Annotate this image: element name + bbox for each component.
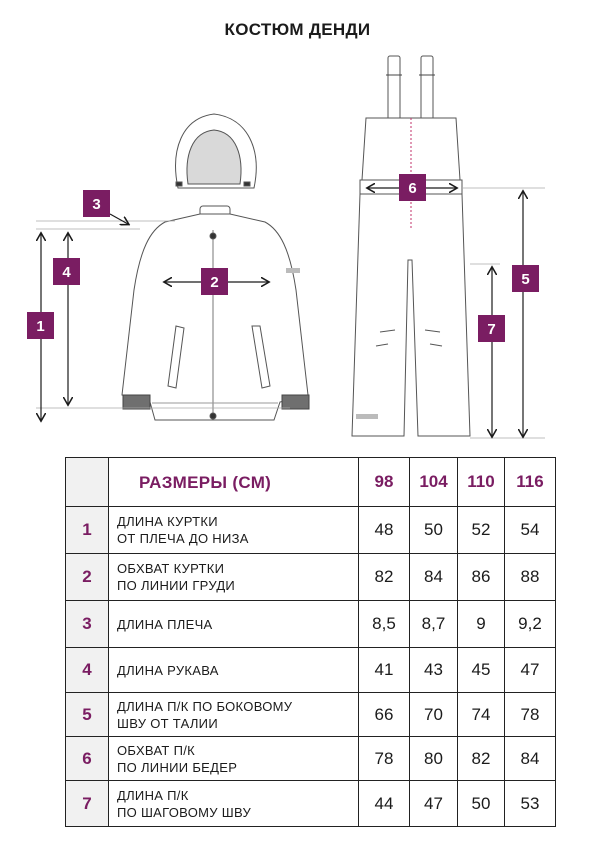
table-header-row	[66, 458, 556, 507]
marker-7	[478, 315, 505, 342]
measurement-label-line1: ОБХВАТ КУРТКИ	[117, 561, 225, 576]
size-value-cell: 9,2	[505, 601, 556, 648]
size-value-cell: 78	[505, 693, 556, 737]
measurement-label-line2: ОТ ПЛЕЧА ДО НИЗА	[117, 531, 249, 546]
measurement-label	[109, 507, 359, 554]
garment-illustration	[0, 50, 595, 450]
marker-6	[399, 174, 426, 201]
size-value-cell: 82	[458, 737, 505, 781]
row-number: 7	[66, 781, 109, 827]
size-104-header: 104	[410, 458, 458, 507]
row-number: 4	[66, 648, 109, 693]
table-row	[66, 554, 556, 601]
size-value-cell: 53	[505, 781, 556, 827]
measurement-label-line2: ПО ШАГОВОМУ ШВУ	[117, 804, 252, 820]
size-value-cell: 45	[458, 648, 505, 693]
size-value-cell: 50	[458, 781, 505, 827]
size-value-cell: 43	[410, 648, 458, 693]
table-row	[66, 737, 556, 781]
size-116-header: 116	[505, 458, 556, 507]
size-value-cell: 8,5	[359, 601, 410, 648]
size-value-cell: 84	[505, 737, 556, 781]
jacket-drawing	[122, 114, 309, 420]
size-110-header: 110	[458, 458, 505, 507]
size-value-cell: 47	[505, 648, 556, 693]
measurement-label-line1: ДЛИНА ПЛЕЧА	[117, 616, 213, 632]
measurement-label-line1: ДЛИНА П/К	[117, 787, 189, 803]
measurement-label-line1: ОБХВАТ П/К	[117, 742, 196, 758]
size-value-cell: 82	[359, 554, 410, 601]
size-value-cell: 66	[359, 693, 410, 737]
marker-5	[512, 265, 539, 292]
size-value-cell: 47	[410, 781, 458, 827]
row-number: 3	[66, 601, 109, 648]
table-body	[66, 507, 556, 827]
measurement-label	[109, 554, 359, 601]
measure-arrow-3	[110, 214, 128, 224]
svg-text:6: 6	[408, 180, 417, 197]
marker-3	[83, 190, 110, 217]
size-value-cell: 70	[410, 693, 458, 737]
row-number: 1	[66, 507, 109, 554]
size-value-cell: 41	[359, 648, 410, 693]
svg-text:1: 1	[36, 318, 45, 335]
size-value-cell: 74	[458, 693, 505, 737]
size-value-cell: 44	[359, 781, 410, 827]
size-value-cell: 9	[458, 601, 505, 648]
measurement-label	[109, 601, 359, 648]
size-table-container	[65, 457, 556, 827]
size-value-cell: 88	[505, 554, 556, 601]
table-row	[66, 781, 556, 827]
table-row	[66, 693, 556, 737]
marker-1	[27, 312, 54, 339]
table-row	[66, 507, 556, 554]
measurement-label-line2: ШВУ ОТ ТАЛИИ	[117, 715, 218, 731]
size-value-cell: 50	[410, 507, 458, 554]
measurement-label-line1: ДЛИНА РУКАВА	[117, 662, 219, 678]
marker-4	[53, 258, 80, 285]
size-value-cell: 52	[458, 507, 505, 554]
svg-text:5: 5	[521, 271, 530, 288]
measurement-label	[109, 648, 359, 693]
size-value-cell: 84	[410, 554, 458, 601]
size-value-cell: 48	[359, 507, 410, 554]
page-title: КОСТЮМ ДЕНДИ	[224, 20, 371, 39]
row-number: 6	[66, 737, 109, 781]
size-value-cell: 78	[359, 737, 410, 781]
table-row	[66, 601, 556, 648]
marker-2	[201, 268, 228, 295]
measurement-label-line1: ДЛИНА КУРТКИ	[117, 514, 218, 529]
row-number: 5	[66, 693, 109, 737]
row-number: 2	[66, 554, 109, 601]
measurement-label	[109, 737, 359, 781]
size-value-cell: 8,7	[410, 601, 458, 648]
svg-text:7: 7	[487, 321, 496, 338]
size-value-cell: 54	[505, 507, 556, 554]
header-label: РАЗМЕРЫ (СМ)	[109, 458, 359, 507]
measurement-label-line2: ПО ЛИНИИ БЕДЕР	[117, 759, 238, 775]
overalls-drawing	[352, 56, 470, 436]
svg-text:2: 2	[210, 274, 219, 291]
measurement-label-line2: ПО ЛИНИИ ГРУДИ	[117, 578, 236, 593]
table-row	[66, 648, 556, 693]
measurement-label-line1: ДЛИНА П/К ПО БОКОВОМУ	[117, 698, 293, 714]
size-table	[65, 457, 556, 827]
measurement-label	[109, 693, 359, 737]
size-value-cell: 86	[458, 554, 505, 601]
svg-text:3: 3	[92, 196, 101, 213]
measurement-label	[109, 781, 359, 827]
size-98-header: 98	[359, 458, 410, 507]
size-value-cell: 80	[410, 737, 458, 781]
header-empty-cell	[66, 458, 109, 507]
svg-text:4: 4	[62, 264, 71, 281]
